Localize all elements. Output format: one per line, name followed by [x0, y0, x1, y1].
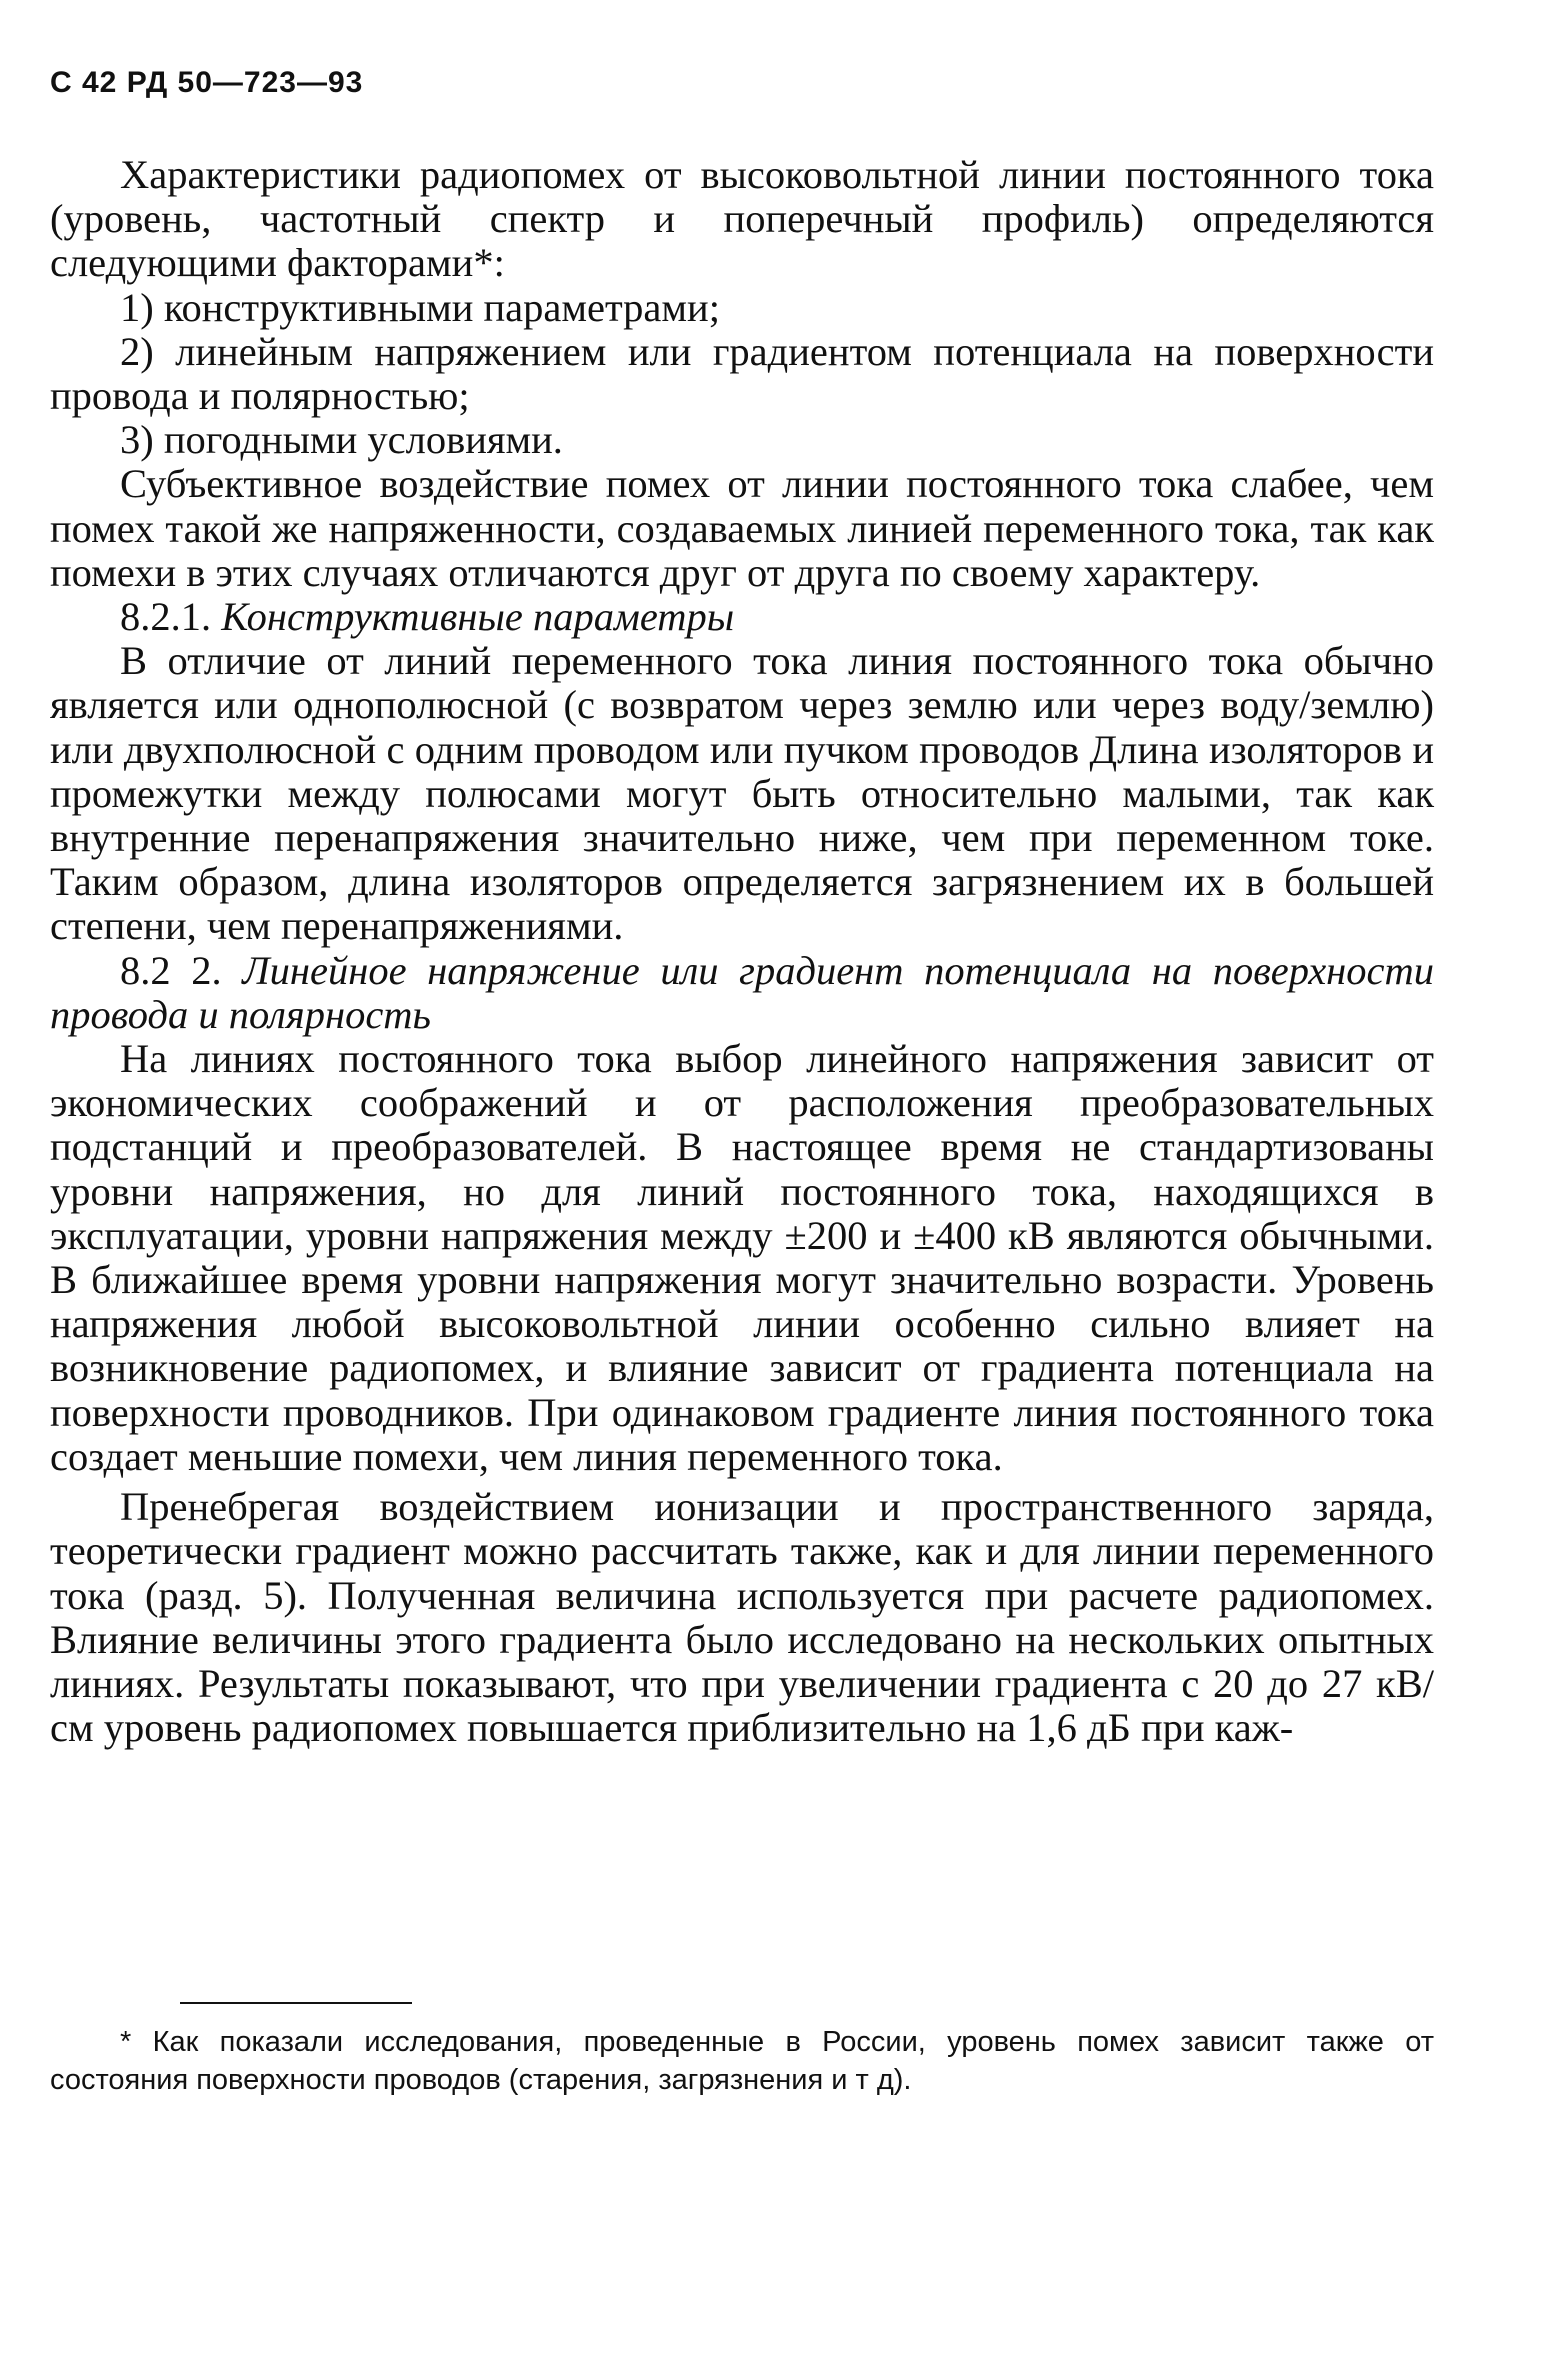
paragraph-design: В отличие от линий переменного тока линия постоянного тока обычно является или однополюсной (с возвратом через землю или через воду/землю) или двухполюсной с одним проводом или пучком проводов Длина изоляторов и промежутки между полюсами могут быть относительно малыми, так как внутренние перенапряжения значительно ниже, чем при переменном токе. Таким образом, длина изоляторов определяется загрязнением их в большей степени, чем перенапряжениями. — [50, 638, 1434, 949]
footnote-divider — [180, 2002, 412, 2004]
body-text — [50, 153, 1434, 1750]
section-heading-8-2-1 — [50, 595, 1434, 639]
footnote: * Как показали исследования, проведенные в России, уровень помех зависит также от состояния поверхности проводов (старения, загрязнения и т д). — [50, 2026, 1434, 2096]
paragraph-subjective: Субъективное воздействие помех от линии постоянного тока слабее, чем помех такой же напряженности, создаваемых линией переменного тока, так как помехи в этих случаях отличаются друг от друга по своему характеру. — [50, 461, 1434, 595]
section-title: Конструктивные параметры — [221, 594, 735, 640]
list-item-3: 3) погодными условиями. — [120, 417, 563, 463]
section-number: 8.2 2. — [120, 947, 222, 993]
paragraph-voltage: На линиях постоянного тока выбор линейного напряжения зависит от экономических соображений и от расположения преобразовательных подстанций и преобразователей. В настоящее время не стандартизованы уровни напряжения, но для линий постоянного тока, находящихся в эксплуатации, уровни напряжения между ±200 и ±400 кВ являются обычными. В ближайшее время уровни напряжения могут значительно возрасти. Уровень напряжения любой высоковольтной линии особенно сильно влияет на возникновение радиопомех, и влияние зависит от градиента потенциала на поверхности проводников. При одинаковом градиенте линия постоянного тока создает меньшие помехи, чем линия переменного тока. — [50, 1036, 1434, 1479]
list-item-1: 1) конструктивными параметрами; — [120, 284, 720, 330]
section-number: 8.2.1. — [120, 594, 212, 640]
section-heading-8-2-2 — [50, 949, 1434, 1037]
paragraph-gradient: Пренебрегая воздействием ионизации и пространственного заряда, теоретически градиент можно рассчитать также, как и для линии переменного тока (разд. 5). Полученная величина используется при расчете радиопомех. Влияние величины этого градиента было исследовано на нескольких опытных линиях. Результаты показывают, что при увеличении градиента с 20 до 27 кВ/см уровень радиопомех повышается приблизительно на 1,6 дБ при каж- — [50, 1484, 1434, 1751]
paragraph-intro: Характеристики радиопомех от высоковольтной линии постоянного тока (уровень, частотный спектр и поперечный профиль) определяются следующими факторами*: — [50, 152, 1434, 286]
page-header: С 42 РД 50—723—93 — [50, 66, 364, 99]
list-item-2: 2) линейным напряжением или градиентом потенциала на поверхности провода и полярностью; — [50, 328, 1434, 419]
section-title: Линейное напряжение или градиент потенциала на поверхности провода и полярность — [50, 947, 1434, 1037]
